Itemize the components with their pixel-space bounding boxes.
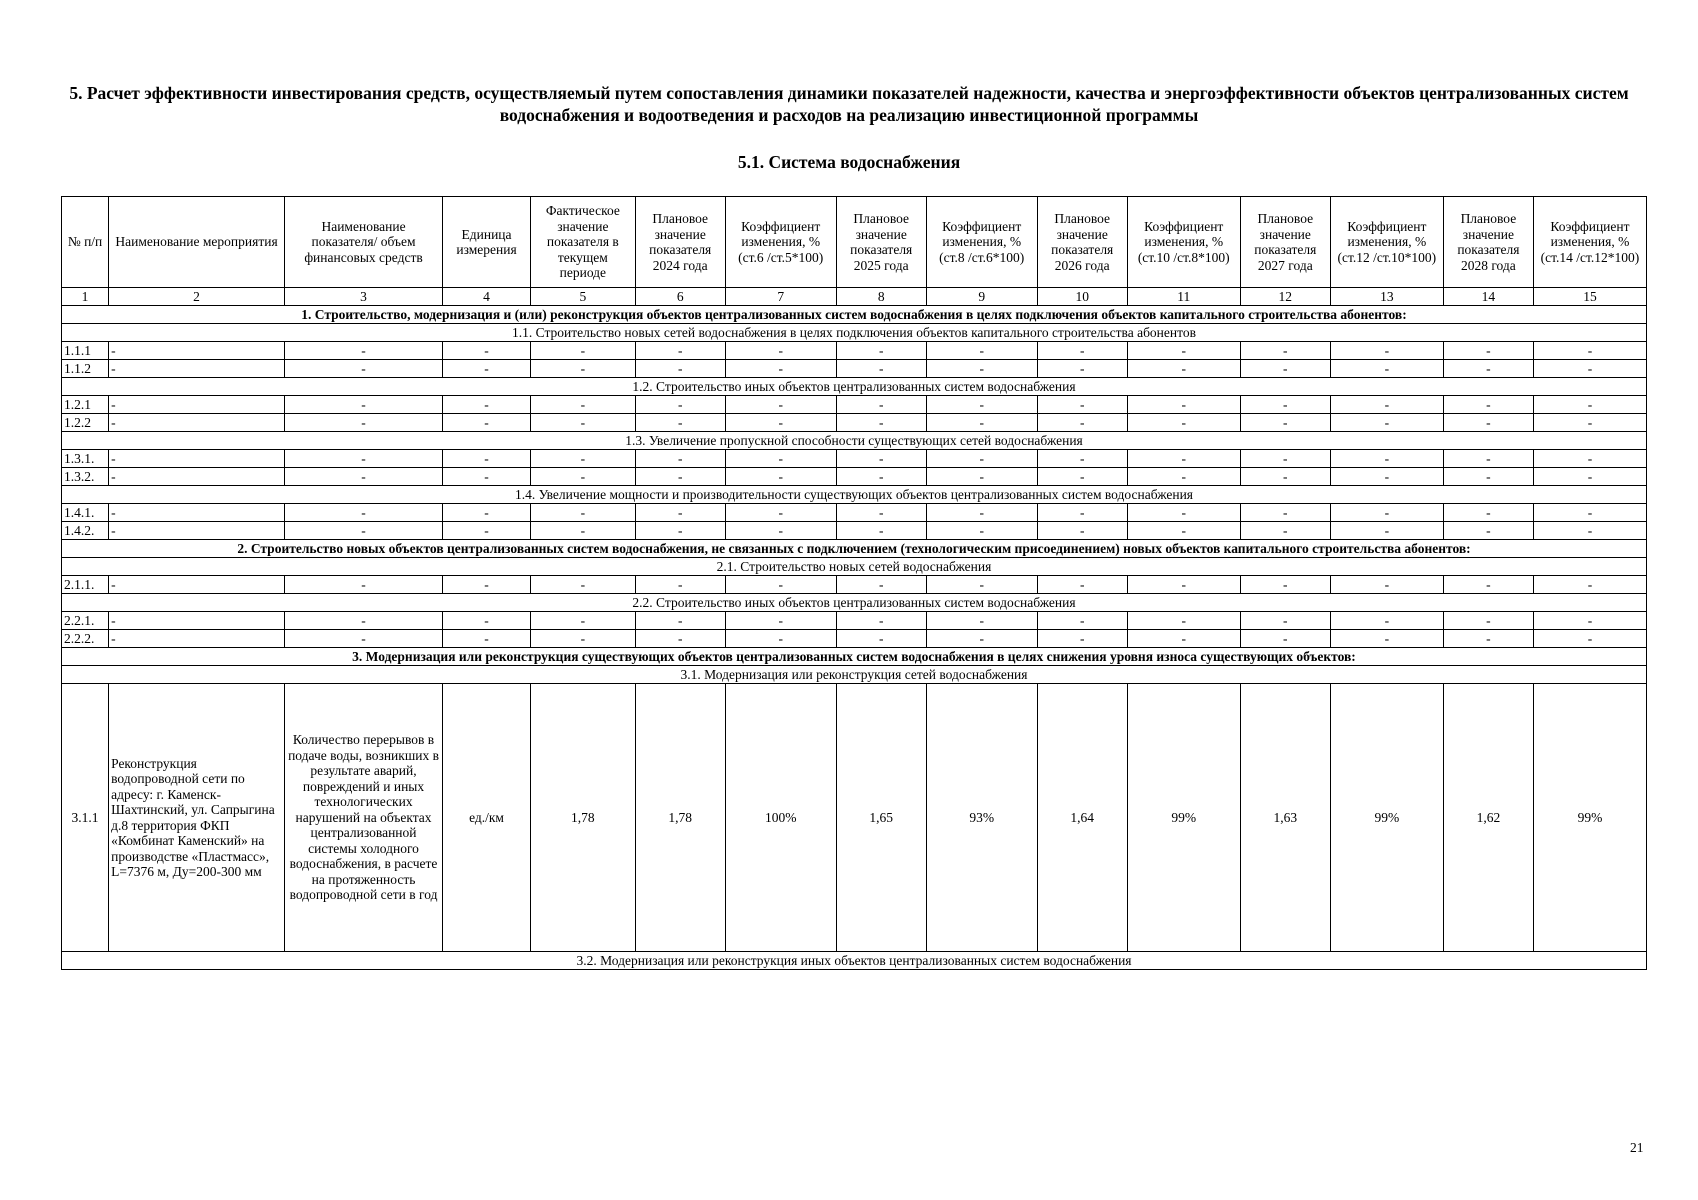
table-cell: -	[1533, 612, 1646, 630]
table-cell: -	[725, 450, 836, 468]
table-cell: -	[1330, 414, 1443, 432]
table-cell: -	[109, 360, 285, 378]
table-cell: -	[836, 522, 926, 540]
header-cell: Плановое значение показателя 2026 года	[1037, 197, 1127, 288]
table-cell: -	[1240, 360, 1330, 378]
table-cell: -	[1127, 630, 1240, 648]
table-cell: -	[635, 396, 725, 414]
value-cell: 1,78	[635, 684, 725, 952]
table-cell: -	[926, 342, 1037, 360]
table-cell: -	[1443, 612, 1533, 630]
subgroup-heading: 1.1. Строительство новых сетей водоснабжения в целях подключения объектов капитального строительства абонентов	[62, 324, 1647, 342]
table-cell: -	[926, 414, 1037, 432]
table-cell: -	[1240, 576, 1330, 594]
header-cell: Плановое значение показателя 2027 года	[1240, 197, 1330, 288]
table-cell: -	[1127, 612, 1240, 630]
subgroup-heading: 3.1. Модернизация или реконструкция сетей водоснабжения	[62, 666, 1647, 684]
table-cell: -	[1127, 504, 1240, 522]
table-cell: -	[1037, 396, 1127, 414]
table-cell: -	[635, 630, 725, 648]
table-cell: -	[109, 612, 285, 630]
table-cell: -	[1037, 630, 1127, 648]
table-cell: -	[1037, 414, 1127, 432]
table-cell: -	[836, 450, 926, 468]
table-cell: -	[926, 612, 1037, 630]
table-cell: -	[1240, 612, 1330, 630]
table-cell: -	[725, 630, 836, 648]
column-number: 6	[635, 288, 725, 306]
section-title: 5.1. Система водоснабжения	[737, 152, 961, 172]
table-cell: -	[531, 396, 636, 414]
table-cell: -	[1533, 360, 1646, 378]
table-cell: -	[1330, 468, 1443, 486]
table-cell: -	[109, 468, 285, 486]
table-cell: -	[109, 630, 285, 648]
table-cell: -	[284, 504, 442, 522]
row-number: 1.1.1	[62, 342, 109, 360]
column-number: 4	[443, 288, 531, 306]
table-cell: -	[531, 576, 636, 594]
table-cell: -	[1240, 468, 1330, 486]
table-cell: -	[1533, 342, 1646, 360]
row-number: 1.3.1.	[62, 450, 109, 468]
table-cell: -	[1533, 630, 1646, 648]
table-cell: -	[531, 522, 636, 540]
table-cell: -	[109, 342, 285, 360]
table-cell: -	[1533, 414, 1646, 432]
row-number: 1.4.2.	[62, 522, 109, 540]
table-cell: -	[1443, 342, 1533, 360]
row-number: 3.1.1	[62, 684, 109, 952]
indicator-name: Количество перерывов в подаче воды, возникших в результате аварий, повреждений и иных технологических нарушений на объектах централизованной системы холодного водоснабжения, в расчете на протяженность водопроводной сети в год	[284, 684, 442, 952]
page-number: 21	[1630, 1140, 1644, 1155]
group-heading: 2. Строительство новых объектов централизованных систем водоснабжения, не связанных с подключением (технологическим присоединением) новых объектов капитального строительства абонентов:	[62, 540, 1647, 558]
table-cell: -	[1240, 396, 1330, 414]
subgroup-heading: 3.2. Модернизация или реконструкция иных объектов централизованных систем водоснабжения	[62, 952, 1647, 970]
header-cell: Плановое значение показателя 2024 года	[635, 197, 725, 288]
table-cell: -	[926, 468, 1037, 486]
column-number: 8	[836, 288, 926, 306]
column-number: 14	[1443, 288, 1533, 306]
table-cell: -	[443, 342, 531, 360]
table-cell: -	[725, 576, 836, 594]
table-cell: -	[284, 576, 442, 594]
table-cell: -	[836, 612, 926, 630]
table-cell: -	[926, 522, 1037, 540]
table-cell: -	[725, 396, 836, 414]
group-heading: 3. Модернизация или реконструкция существующих объектов централизованных систем водоснабжения в целях снижения уровня износа существующих объектов:	[62, 648, 1647, 666]
value-cell: 1,65	[836, 684, 926, 952]
table-cell: -	[284, 612, 442, 630]
table-cell: -	[1533, 504, 1646, 522]
table-cell: -	[1443, 468, 1533, 486]
value-cell: 93%	[926, 684, 1037, 952]
table-cell: -	[635, 414, 725, 432]
table-cell: -	[635, 360, 725, 378]
table-cell: -	[531, 360, 636, 378]
table-cell: -	[443, 522, 531, 540]
column-number: 13	[1330, 288, 1443, 306]
table-cell: -	[836, 504, 926, 522]
table-cell: -	[109, 522, 285, 540]
column-number: 2	[109, 288, 285, 306]
table-cell: -	[443, 630, 531, 648]
table-cell: -	[531, 630, 636, 648]
table-cell: -	[443, 612, 531, 630]
header-cell: Коэффициент изменения, % (ст.10 /ст.8*100)	[1127, 197, 1240, 288]
table-cell: -	[1240, 342, 1330, 360]
table-cell: -	[1127, 576, 1240, 594]
header-cell: Коэффициент изменения, % (ст.6 /ст.5*100)	[725, 197, 836, 288]
table-cell: -	[284, 522, 442, 540]
table-cell: -	[284, 342, 442, 360]
table-cell: -	[443, 468, 531, 486]
table-cell: -	[725, 612, 836, 630]
table-cell: -	[109, 396, 285, 414]
table-cell: -	[836, 468, 926, 486]
row-number: 1.1.2	[62, 360, 109, 378]
table-cell: -	[635, 612, 725, 630]
subgroup-heading: 1.2. Строительство иных объектов централизованных систем водоснабжения	[62, 378, 1647, 396]
table-cell: -	[1037, 504, 1127, 522]
table-cell: -	[836, 342, 926, 360]
subgroup-heading: 1.3. Увеличение пропускной способности существующих сетей водоснабжения	[62, 432, 1647, 450]
table-cell: -	[1443, 522, 1533, 540]
column-number: 10	[1037, 288, 1127, 306]
table-cell: -	[1037, 450, 1127, 468]
table-cell: -	[635, 450, 725, 468]
table-cell: -	[443, 360, 531, 378]
table-cell: -	[635, 522, 725, 540]
measure-name: Реконструкция водопроводной сети по адресу: г. Каменск-Шахтинский, ул. Сапрыгина д.8 территория ФКП «Комбинат Каменский» на производстве «Пластмасс», L=7376 м, Ду=200-300 мм	[109, 684, 285, 952]
table-cell: -	[1037, 360, 1127, 378]
header-cell: Плановое значение показателя 2025 года	[836, 197, 926, 288]
table-cell: -	[284, 360, 442, 378]
table-cell: -	[725, 468, 836, 486]
table-cell: -	[1330, 612, 1443, 630]
table-cell: -	[1127, 468, 1240, 486]
table-row	[62, 504, 1647, 522]
table-cell: -	[1037, 576, 1127, 594]
column-number: 12	[1240, 288, 1330, 306]
table-cell: -	[1240, 630, 1330, 648]
table-cell: -	[635, 468, 725, 486]
table-cell: -	[531, 450, 636, 468]
table-row	[62, 414, 1647, 432]
table-cell: -	[836, 360, 926, 378]
table-row	[62, 468, 1647, 486]
table-row	[62, 630, 1647, 648]
column-number: 15	[1533, 288, 1646, 306]
value-cell: 99%	[1330, 684, 1443, 952]
table-cell: -	[1330, 360, 1443, 378]
value-cell: 100%	[725, 684, 836, 952]
value-cell: 1,63	[1240, 684, 1330, 952]
table-cell: -	[531, 504, 636, 522]
table-cell: -	[284, 630, 442, 648]
unit-cell: ед./км	[443, 684, 531, 952]
value-cell: 99%	[1127, 684, 1240, 952]
table-cell: -	[635, 504, 725, 522]
table-cell: -	[836, 414, 926, 432]
table-cell: -	[1533, 576, 1646, 594]
table-cell: -	[1127, 450, 1240, 468]
header-cell: № п/п	[62, 197, 109, 288]
table-cell: -	[1443, 504, 1533, 522]
header-cell: Фактическое значение показателя в текущем периоде	[531, 197, 636, 288]
row-number: 1.2.2	[62, 414, 109, 432]
row-number: 2.2.1.	[62, 612, 109, 630]
table-cell: -	[1330, 504, 1443, 522]
table-cell: -	[284, 396, 442, 414]
table-cell: -	[1127, 522, 1240, 540]
table-cell: -	[1330, 576, 1443, 594]
table-cell: -	[1037, 522, 1127, 540]
table-cell: -	[1240, 522, 1330, 540]
header-cell: Единица измерения	[443, 197, 531, 288]
table-cell: -	[1127, 342, 1240, 360]
table-cell: -	[635, 576, 725, 594]
page-title: 5. Расчет эффективности инвестирования средств, осуществляемый путем сопоставления динамики показателей надежности, качества и энергоэффективности объектов централизованных систем водоснабжения и водоотведения и расходов на реализацию инвестиционной программы	[69, 83, 1629, 125]
subgroup-heading: 2.2. Строительство иных объектов централизованных систем водоснабжения	[62, 594, 1647, 612]
column-number: 9	[926, 288, 1037, 306]
table-cell: -	[836, 630, 926, 648]
efficiency-table	[61, 196, 1647, 970]
row-number: 2.1.1.	[62, 576, 109, 594]
table-cell: -	[1240, 504, 1330, 522]
table-cell: -	[635, 342, 725, 360]
table-cell: -	[926, 450, 1037, 468]
table-cell: -	[531, 342, 636, 360]
table-cell: -	[1240, 450, 1330, 468]
table-cell: -	[725, 504, 836, 522]
header-cell: Плановое значение показателя 2028 года	[1443, 197, 1533, 288]
table-cell: -	[1443, 360, 1533, 378]
table-cell: -	[926, 396, 1037, 414]
group-heading: 1. Строительство, модернизация и (или) реконструкция объектов централизованных систем водоснабжения в целях подключения объектов капитального строительства абонентов:	[62, 306, 1647, 324]
table-cell: -	[284, 414, 442, 432]
header-cell: Коэффициент изменения, % (ст.12 /ст.10*100)	[1330, 197, 1443, 288]
table-cell: -	[1127, 414, 1240, 432]
column-number: 3	[284, 288, 442, 306]
table-cell: -	[1037, 468, 1127, 486]
header-cell: Коэффициент изменения, % (ст.14 /ст.12*100)	[1533, 197, 1646, 288]
row-number: 1.2.1	[62, 396, 109, 414]
value-cell: 1,62	[1443, 684, 1533, 952]
table-cell: -	[1330, 450, 1443, 468]
row-number: 2.2.2.	[62, 630, 109, 648]
row-number: 1.3.2.	[62, 468, 109, 486]
table-row	[62, 450, 1647, 468]
table-cell: -	[443, 450, 531, 468]
value-cell: 1,78	[531, 684, 636, 952]
table-cell: -	[1330, 396, 1443, 414]
table-cell: -	[836, 576, 926, 594]
table-cell: -	[1240, 414, 1330, 432]
table-row	[62, 684, 1647, 952]
table-cell: -	[1443, 576, 1533, 594]
column-number: 7	[725, 288, 836, 306]
table-cell: -	[1330, 630, 1443, 648]
table-cell: -	[725, 414, 836, 432]
table-cell: -	[443, 414, 531, 432]
row-number: 1.4.1.	[62, 504, 109, 522]
table-row	[62, 396, 1647, 414]
table-cell: -	[443, 396, 531, 414]
header-cell: Наименование мероприятия	[109, 197, 285, 288]
column-number: 5	[531, 288, 636, 306]
table-cell: -	[109, 414, 285, 432]
table-cell: -	[926, 360, 1037, 378]
table-cell: -	[725, 342, 836, 360]
table-cell: -	[531, 414, 636, 432]
table-cell: -	[926, 576, 1037, 594]
table-row	[62, 612, 1647, 630]
table-cell: -	[1443, 630, 1533, 648]
subgroup-heading: 2.1. Строительство новых сетей водоснабжения	[62, 558, 1647, 576]
column-number: 11	[1127, 288, 1240, 306]
table-cell: -	[1037, 342, 1127, 360]
table-cell: -	[443, 504, 531, 522]
table-cell: -	[531, 468, 636, 486]
table-cell: -	[1330, 522, 1443, 540]
table-cell: -	[284, 468, 442, 486]
table-cell: -	[1127, 396, 1240, 414]
header-cell: Коэффициент изменения, % (ст.8 /ст.6*100)	[926, 197, 1037, 288]
table-cell: -	[1533, 396, 1646, 414]
table-cell: -	[1443, 450, 1533, 468]
table-cell: -	[109, 450, 285, 468]
table-cell: -	[443, 576, 531, 594]
table-cell: -	[1127, 360, 1240, 378]
table-cell: -	[725, 360, 836, 378]
table-row	[62, 522, 1647, 540]
table-cell: -	[926, 504, 1037, 522]
value-cell: 99%	[1533, 684, 1646, 952]
table-cell: -	[1037, 612, 1127, 630]
table-row	[62, 360, 1647, 378]
table-cell: -	[109, 576, 285, 594]
header-cell: Наименование показателя/ объем финансовых средств	[284, 197, 442, 288]
value-cell: 1,64	[1037, 684, 1127, 952]
table-cell: -	[1443, 414, 1533, 432]
header-row	[62, 197, 1647, 288]
table-row	[62, 342, 1647, 360]
table-cell: -	[1330, 342, 1443, 360]
table-row	[62, 576, 1647, 594]
table-cell: -	[284, 450, 442, 468]
table-cell: -	[1443, 396, 1533, 414]
table-cell: -	[1533, 468, 1646, 486]
table-cell: -	[725, 522, 836, 540]
table-cell: -	[926, 630, 1037, 648]
column-number: 1	[62, 288, 109, 306]
table-cell: -	[1533, 522, 1646, 540]
table-cell: -	[1533, 450, 1646, 468]
table-cell: -	[836, 396, 926, 414]
column-number-row	[62, 288, 1647, 306]
table-cell: -	[531, 612, 636, 630]
subgroup-heading: 1.4. Увеличение мощности и производительности существующих объектов централизованных систем водоснабжения	[62, 486, 1647, 504]
table-cell: -	[109, 504, 285, 522]
